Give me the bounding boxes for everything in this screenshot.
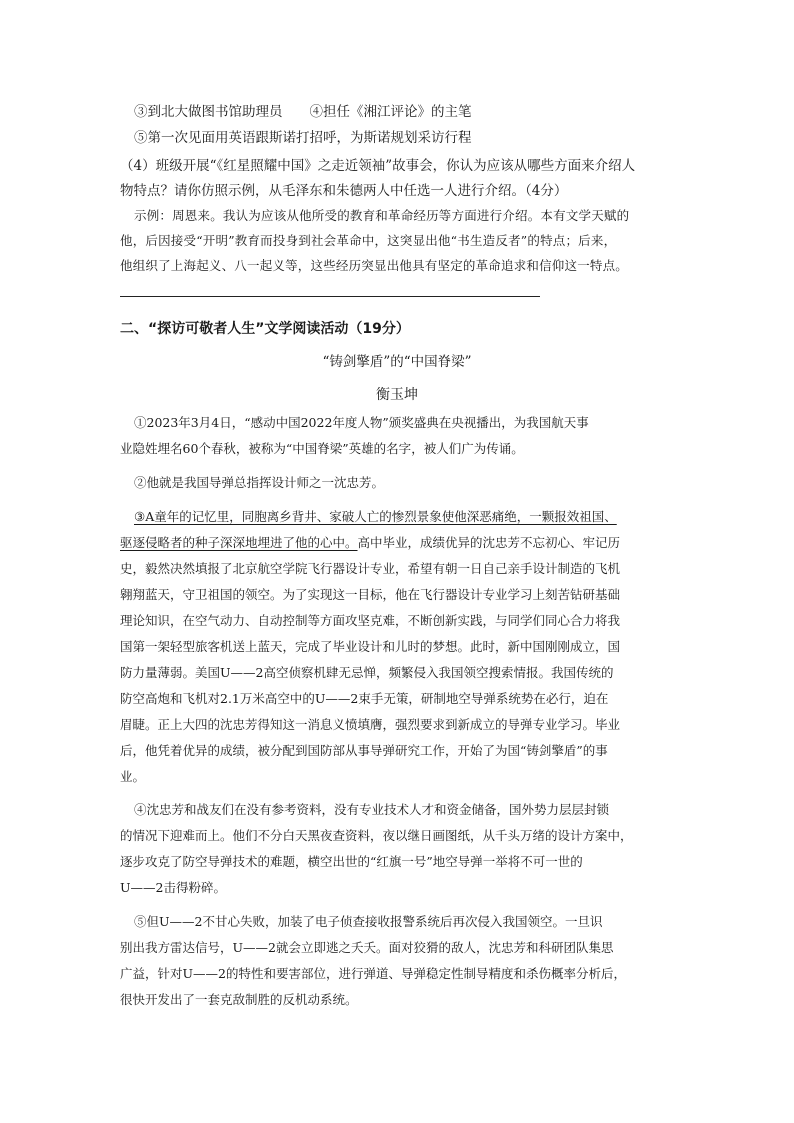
article-title: “铸剑擎盾”的“中国脊梁” [322,354,472,370]
underlined-text: ③A童年的记忆里，同胞离乡背井、家破人亡的惨烈景象使他深恶痛绝，一颗报效祖国、 [134,509,617,524]
paragraph-line [120,533,680,551]
paragraph-line: 防力量薄弱。美国U——2高空侦察机肆无忌惮，频繁侵入我国领空搜索情报。我国传统的 [120,665,614,680]
paragraph-line: U——2击得粉碎。 [120,880,226,895]
paragraph-line: 眉睫。正上大四的沈忠芳得知这一消息义愤填膺，强烈要求到新成立的导弹专业学习。毕业 [120,717,621,732]
paragraph-line: 广益，针对U——2的特性和要害部位，进行弹道、导弹稳定性制导精度和杀伤概率分析后， [120,966,626,981]
article-author: 衡玉坤 [376,387,418,403]
example-line-1: 示例：周恩来。我认为应该从他所受的教育和革命经历等方面进行介绍。本有文学天赋的 [134,208,630,223]
paragraph-text: 高中毕业，成绩优异的沈忠芳不忘初心、牢记历 [357,535,621,550]
paragraph-line: 翱翔蓝天，守卫祖国的领空。为了实现这一目标，他在飞行器设计专业学习上刻苦钻研基础 [120,587,621,602]
paragraph-line: ②他就是我国导弹总指挥设计师之一沈忠芳。 [134,475,385,490]
answer-line [120,296,540,297]
paragraph-line: 国第一架轻型旅客机送上蓝天，完成了毕业设计和儿时的梦想。此时，新中国刚刚成立，国 [120,639,621,654]
section-heading: 二、“探访可敬者人生”文学阅读活动（19分） [120,321,410,337]
underlined-sentence-a-part-1 [134,507,694,525]
paragraph-line: ⑤但U——2不甘心失败，加装了电子侦查接收报警系统后再次侵入我国领空。一旦识 [134,914,603,929]
paragraph-line: 的情况下迎难而上。他们不分白天黑夜查资料，夜以继日画图纸，从千头万绪的设计方案中， [120,828,633,843]
example-line-3: 他组织了上海起义、八一起义等，这些经历突显出他具有坚定的革命追求和信仰这一特点。 [120,258,629,273]
paragraph-line: 史，毅然决然填报了北京航空学院飞行器设计专业，希望有朝一日自己亲手设计制造的飞机 [120,561,621,576]
question-4-line-2: 物特点？请你仿照示例，从毛泽东和朱德两人中任选一人进行介绍。（4分） [120,183,568,199]
option-line-5: ⑤第一次见面用英语跟斯诺打招呼，为斯诺规划采访行程 [134,130,472,146]
underlined-sentence-a-part-2: 驱逐侵略者的种子深深地埋进了他的心中。 [120,535,358,550]
option-line-3-4: ③到北大做图书馆助理员 ④担任《湘江评论》的主笔 [134,104,472,120]
paragraph-line: 理论知识，在空气动力、自动控制等方面攻坚克难，不断创新实践，与同学们同心合力将我 [120,613,621,628]
paragraph-line: ①2023年3月4日，“感动中国2022年度人物”颁奖盛典在央视播出，为我国航天事 [134,415,589,430]
paragraph-line: ④沈忠芳和战友们在没有参考资料，没有专业技术人才和资金储备，国外势力层层封锁 [134,802,610,817]
paragraph-line: 防空高炮和飞机对2.1万米高空中的U——2束手无策，研制地空导弹系统势在必行，迫在 [120,691,609,706]
paragraph-line: 很快开发出了一套克敌制胜的反机动系统。 [120,992,358,1007]
paragraph-line: 后，他凭着优异的成绩，被分配到国防部从事导弹研究工作，开始了为国“铸剑擎盾”的事 [120,743,608,758]
question-4-line-1: （4）班级开展“《红星照耀中国》之走近领袖”故事会，你认为应该从哪些方面来介绍人 [120,158,636,174]
example-line-2: 他，后因接受“开明”教育而投身到社会革命中，这突显出他“书生造反者”的特点；后来， [120,233,617,248]
paragraph-line: 业隐姓埋名60个春秋，被称为“中国脊梁”英雄的名字，被人们广为传诵。 [120,441,524,456]
paragraph-line: 逐步攻克了防空导弹技术的难题，横空出世的“红旗一号”地空导弹一举将不可一世的 [120,854,583,869]
paragraph-line: 业。 [120,769,146,784]
paragraph-line: 别出我方雷达信号，U——2就会立即逃之夭夭。面对狡猾的敌人，沈忠芳和科研团队集思 [120,940,614,955]
